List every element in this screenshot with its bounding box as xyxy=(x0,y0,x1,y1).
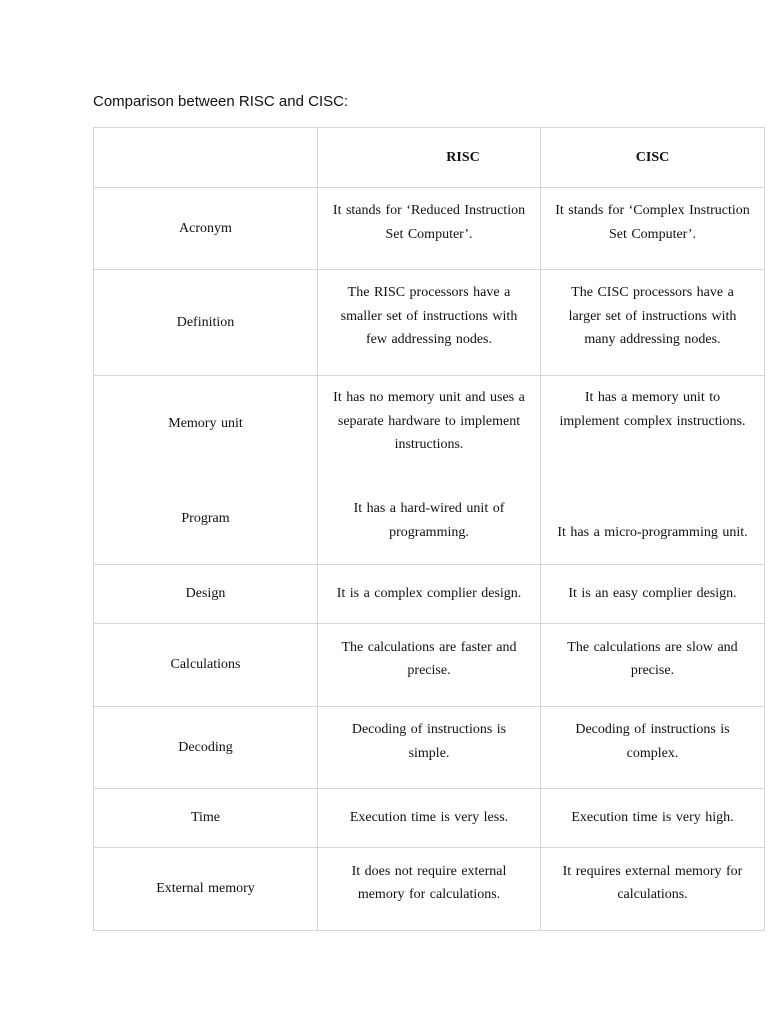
risc-cell xyxy=(318,188,541,270)
table-row-merged xyxy=(94,376,765,565)
cisc-text: The CISC processors have a larger set of instructions with many addressing nodes. xyxy=(568,285,737,348)
risc-cell xyxy=(318,270,541,376)
risc-cell: Execution time is very less. xyxy=(318,789,541,848)
risc-text: Decoding of instructions is simple. xyxy=(351,722,507,761)
cisc-text: It has a micro-programming unit. xyxy=(557,524,748,540)
cisc-text: Decoding of instructions is complex. xyxy=(575,722,730,761)
cisc-cell xyxy=(541,376,765,565)
table-row xyxy=(94,707,765,789)
cisc-text: The calculations are slow and precise. xyxy=(567,639,738,678)
cisc-text: It stands for ‘Complex Instruction Set Computer’. xyxy=(555,203,750,242)
risc-text: It does not require external memory for calculations. xyxy=(351,863,507,902)
table-row xyxy=(94,188,765,270)
risc-cell xyxy=(318,707,541,789)
risc-text: It stands for ‘Reduced Instruction Set Computer’. xyxy=(332,203,526,242)
risc-text: It has no memory unit and uses a separate hardware to implement instructions. xyxy=(333,390,525,452)
cisc-text: It has a memory unit to implement complex instructions. xyxy=(559,390,746,429)
table-row xyxy=(94,848,765,931)
header-risc-label: RISC xyxy=(446,149,480,165)
comparison-table xyxy=(93,127,765,931)
risc-text: The RISC processors have a smaller set of instructions with few addressing nodes. xyxy=(340,285,518,348)
risc-text: The calculations are faster and precise. xyxy=(341,639,517,678)
table-row xyxy=(94,565,765,624)
page-heading: Comparison between RISC and CISC: xyxy=(93,93,349,110)
row-label: Decoding xyxy=(94,707,318,789)
cisc-cell xyxy=(541,624,765,707)
risc-cell xyxy=(318,848,541,931)
row-label: Calculations xyxy=(94,624,318,707)
table-row xyxy=(94,624,765,707)
risc-cell: It is a complex complier design. xyxy=(318,565,541,624)
row-label: Design xyxy=(94,565,318,624)
cisc-cell xyxy=(541,848,765,931)
risc-text: It has a hard-wired unit of programming. xyxy=(353,501,505,540)
row-label: Memory unit xyxy=(168,416,243,431)
risc-cell xyxy=(318,376,541,565)
row-label-stack xyxy=(94,376,318,565)
header-risc xyxy=(318,128,541,188)
row-label: Program xyxy=(181,510,230,526)
table-row xyxy=(94,789,765,848)
header-empty-cell xyxy=(94,128,318,188)
cisc-cell xyxy=(541,707,765,789)
cisc-cell: Execution time is very high. xyxy=(541,789,765,848)
cisc-cell xyxy=(541,270,765,376)
row-label: External memory xyxy=(94,848,318,931)
table-row xyxy=(94,270,765,376)
row-label: Definition xyxy=(94,270,318,376)
row-label: Acronym xyxy=(94,188,318,270)
cisc-cell xyxy=(541,188,765,270)
cisc-cell: It is an easy complier design. xyxy=(541,565,765,624)
cisc-text: It requires external memory for calculations. xyxy=(562,863,743,902)
risc-cell xyxy=(318,624,541,707)
header-cisc: CISC xyxy=(541,128,765,188)
row-label: Time xyxy=(94,789,318,848)
table-header-row xyxy=(94,128,765,188)
